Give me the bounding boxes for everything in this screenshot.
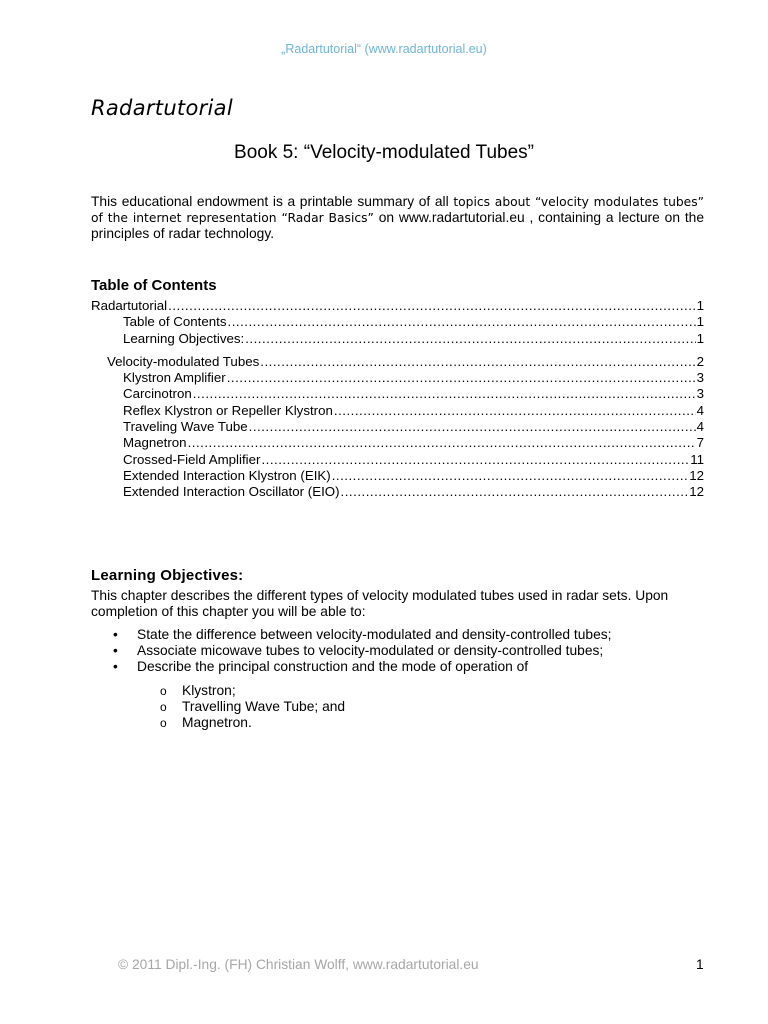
bullet-icon: • — [113, 627, 118, 642]
toc-entry-page: 1 — [696, 330, 704, 346]
list-item-text: Describe the principal construction and the mode of operation of — [137, 658, 529, 674]
toc-entry-page: 3 — [696, 386, 704, 402]
circle-bullet-icon: o — [160, 684, 167, 698]
list-item-text: Associate micowave tubes to velocity-modulated or density-controlled tubes; — [137, 642, 604, 658]
circle-bullet-icon: o — [160, 715, 167, 730]
toc-entry-table-of-contents[interactable] — [91, 314, 704, 330]
footer-copyright: © 2011 Dipl.-Ing. (FH) Christian Wolff, www.radartutorial.eu — [118, 957, 479, 972]
toc-entry-page: 12 — [689, 484, 704, 500]
objectives-list — [91, 627, 704, 674]
toc-entry-eik[interactable] — [91, 468, 704, 484]
intro-paragraph — [91, 194, 704, 242]
intro-text-2: topics about “velocity modulates tubes” of the internet representation “Radar Basics” — [91, 195, 705, 225]
toc-entry-page: 1 — [696, 298, 704, 313]
toc-entry-page: 4 — [696, 402, 704, 418]
tube-types-list — [91, 683, 704, 730]
list-item — [91, 627, 704, 643]
toc-entry-page: 4 — [696, 419, 704, 435]
toc-entry-label: Radartutorial — [91, 298, 168, 313]
table-of-contents — [91, 298, 704, 501]
toc-entry-page: 7 — [696, 435, 704, 451]
toc-entry-label: Magnetron — [123, 435, 187, 451]
toc-entry-velocity-modulated-tubes[interactable] — [91, 354, 704, 370]
toc-entry-learning-objectives[interactable] — [91, 331, 704, 347]
toc-entry-radartutorial[interactable] — [91, 298, 704, 314]
bullet-icon: • — [113, 642, 118, 658]
intro-text-3: on www.radartutorial.eu , containing a lecture on the principles of radar technology. — [91, 210, 704, 241]
toc-entry-magnetron[interactable] — [91, 435, 704, 451]
toc-entry-label: Learning Objectives: — [123, 330, 245, 346]
toc-entry-label: Crossed-Field Amplifier — [123, 451, 261, 467]
toc-entry-label: Reflex Klystron or Repeller Klystron — [123, 402, 333, 418]
intro-text-1: This educational endowment is a printable summary of all — [91, 194, 454, 209]
site-title: Radartutorial — [91, 96, 233, 120]
list-item-text: Klystron; — [182, 683, 236, 698]
list-item — [91, 683, 704, 699]
toc-entry-page: 1 — [696, 314, 704, 330]
toc-entry-reflex-klystron[interactable] — [91, 403, 704, 419]
toc-entry-page: 2 — [696, 353, 704, 369]
toc-entry-label: Klystron Amplifier — [123, 370, 226, 386]
toc-entry-traveling-wave-tube[interactable] — [91, 419, 704, 435]
toc-entry-crossed-field-amplifier[interactable] — [91, 452, 704, 468]
list-item-text: State the difference between velocity-modulated and density-controlled tubes; — [137, 627, 612, 642]
toc-entry-label: Table of Contents — [123, 314, 227, 330]
learning-objectives-text: This chapter describes the different types of velocity modulated tubes used in radar sets. Upon completion of this chapter you will be able to: — [91, 588, 669, 619]
toc-entry-label: Velocity-modulated Tubes — [107, 353, 260, 369]
page-header: „Radartutorial“ (www.radartutorial.eu) — [281, 42, 487, 56]
toc-heading: Table of Contents — [91, 277, 217, 294]
book-title: Book 5: “Velocity-modulated Tubes” — [234, 142, 534, 163]
list-item-text: Magnetron. — [182, 714, 252, 730]
toc-entry-page: 3 — [696, 370, 704, 386]
page-number: 1 — [696, 957, 704, 972]
circle-bullet-icon: o — [160, 699, 167, 714]
toc-entry-page: 11 — [690, 451, 704, 467]
toc-entry-label: Carcinotron — [123, 386, 192, 402]
bullet-icon: • — [113, 658, 118, 674]
learning-objectives-heading: Learning Objectives: — [91, 567, 244, 584]
toc-entry-page: 12 — [689, 467, 704, 483]
toc-entry-eio[interactable] — [91, 484, 704, 500]
toc-entry-label: Extended Interaction Klystron (EIK) — [123, 467, 331, 483]
toc-entry-carcinotron[interactable] — [91, 386, 704, 402]
toc-entry-label: Traveling Wave Tube — [123, 419, 248, 435]
list-item — [91, 659, 704, 675]
toc-entry-klystron-amplifier[interactable] — [91, 370, 704, 386]
toc-entry-label: Extended Interaction Oscillator (EIO) — [123, 484, 340, 500]
list-item — [91, 643, 704, 659]
list-item — [91, 715, 704, 731]
list-item — [91, 699, 704, 715]
list-item-text: Travelling Wave Tube; and — [182, 698, 346, 714]
